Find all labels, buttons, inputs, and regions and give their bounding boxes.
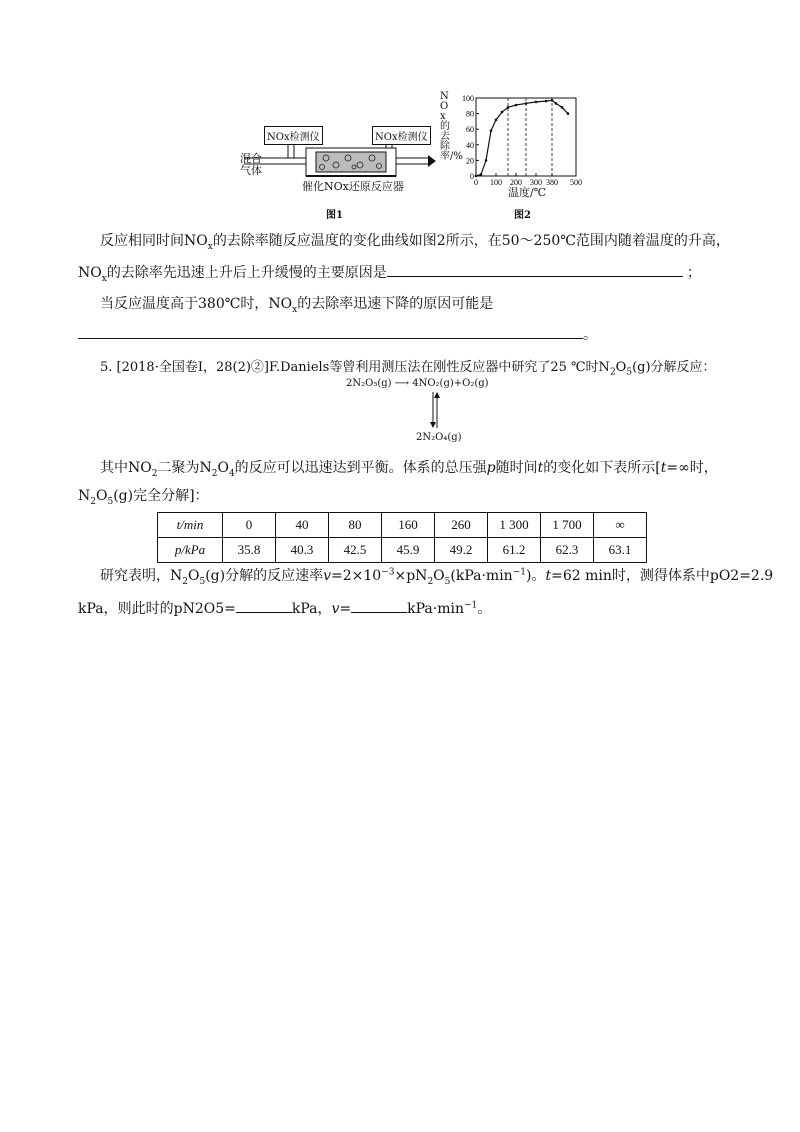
table-cell: 40 [276,513,329,538]
x-tick-label: 200 [510,178,522,187]
x-tick-label: 100 [490,178,502,187]
equilibrium-arrows [430,390,440,430]
data-point [475,175,478,178]
data-point [495,119,498,122]
x-tick-label: 300 [530,178,542,187]
y-tick-label: 20 [466,156,474,166]
paragraph-3: 当反应温度高于380℃时，$NO_x$的去除率迅速下降的原因可能是 [100,296,494,315]
table-cell: 63.1 [594,538,647,563]
paragraph-8: kPa，则此时的pN2O5= kPa，$v= kPa\cdot\min^{-1}$。 [78,598,491,619]
pressure-time-table [157,512,647,563]
table-cell: 260 [435,513,488,538]
answer-blank-2[interactable] [78,324,583,339]
figure-1-caption: 图1 [326,210,343,221]
table-header-time: t/min [158,513,223,538]
table-cell: 42.5 [329,538,382,563]
inlet-label-1: 混合 [240,152,262,165]
table-cell: 1 700 [541,513,594,538]
detector-left: NOx检测仪 [264,126,323,145]
data-point [555,102,558,105]
table-cell: 160 [382,513,435,538]
reactor-label: 催化NOx还原反应器 [302,180,404,193]
paragraph-2: $NO_x$的去除率先迅速上升后上升缓慢的主要原因是 ； [78,262,701,283]
table-cell: 62.3 [541,538,594,563]
data-point [501,111,504,114]
paragraph-7: 研究表明，$N_2O_5(g)$分解的反应速率$v=2\times 10^{-3}\times pN_2O_5(kPa\cdot\min^{-1})$。t=62 min时，测得体系中pO2=2.9 [100,567,774,587]
table-cell: 0 [223,513,276,538]
y-tick-label: 60 [466,125,474,135]
table-cell: 35.8 [223,538,276,563]
data-point [545,100,548,103]
x-tick-label: 0 [474,178,478,187]
chart-y-label: NOx的去除率/% [440,91,463,162]
table-row-time [158,513,647,538]
dimer-product: 2N₂O₄(g) [416,432,462,443]
y-tick-label: 100 [462,94,474,103]
y-tick-label: 0 [470,172,474,181]
data-point [515,104,518,107]
y-tick-label: 80 [466,109,474,119]
data-point [525,102,528,105]
paragraph-5: 其中$NO_2$二聚为$N_2O_4$的反应可以迅速达到平衡。体系的总压强p随时间t的变化如下表所示[t=∞时， [100,460,718,479]
reaction-equation: 2N₂O₅(g) ⟶ 4NO₂(g)+O₂(g) [346,378,489,389]
figure-2-caption: 图2 [514,210,531,221]
table-cell: 49.2 [435,538,488,563]
table-header-pressure: p/kPa [158,538,223,563]
x-tick-label: 500 [570,178,582,187]
data-point [567,112,570,115]
inlet-label-2: 气体 [240,164,262,177]
table-cell: 80 [329,513,382,538]
table-cell: 1 300 [488,513,541,538]
data-point [507,106,510,109]
removal-rate-line [476,100,568,176]
table-cell: ∞ [594,513,647,538]
paragraph-1: 反应相同时间$NO_x$的去除率随反应温度的变化曲线如图2所示，在50～250℃范围内随着温度的升高， [100,233,730,252]
answer-blank-4[interactable] [351,598,407,613]
paragraph-6: $N_2O_5(g)$完全分解]： [78,488,209,507]
data-point [535,101,538,104]
answer-blank-3[interactable] [236,598,292,613]
question-5-heading: 5. [2018·全国卷Ⅰ，28(2)②]F.Daniels等曾利用测压法在刚性反应器中研究了25 ℃时$N_2O_5(g)$分解反应： [100,360,716,378]
data-point [551,99,554,102]
data-point [485,159,488,162]
y-tick-label: 40 [466,140,474,150]
table-cell: 61.2 [488,538,541,563]
table-cell: 40.3 [276,538,329,563]
answer-blank-1[interactable] [387,262,683,277]
table-cell: 45.9 [382,538,435,563]
data-point [490,129,493,132]
table-row-pressure [158,538,647,563]
data-point [480,173,483,176]
data-point [561,106,564,109]
x-tick-label: 380 [546,178,558,187]
paragraph-4: 。 [78,324,597,345]
detector-right: NOx检测仪 [372,126,431,145]
chart-x-label: 温度/℃ [508,186,547,199]
